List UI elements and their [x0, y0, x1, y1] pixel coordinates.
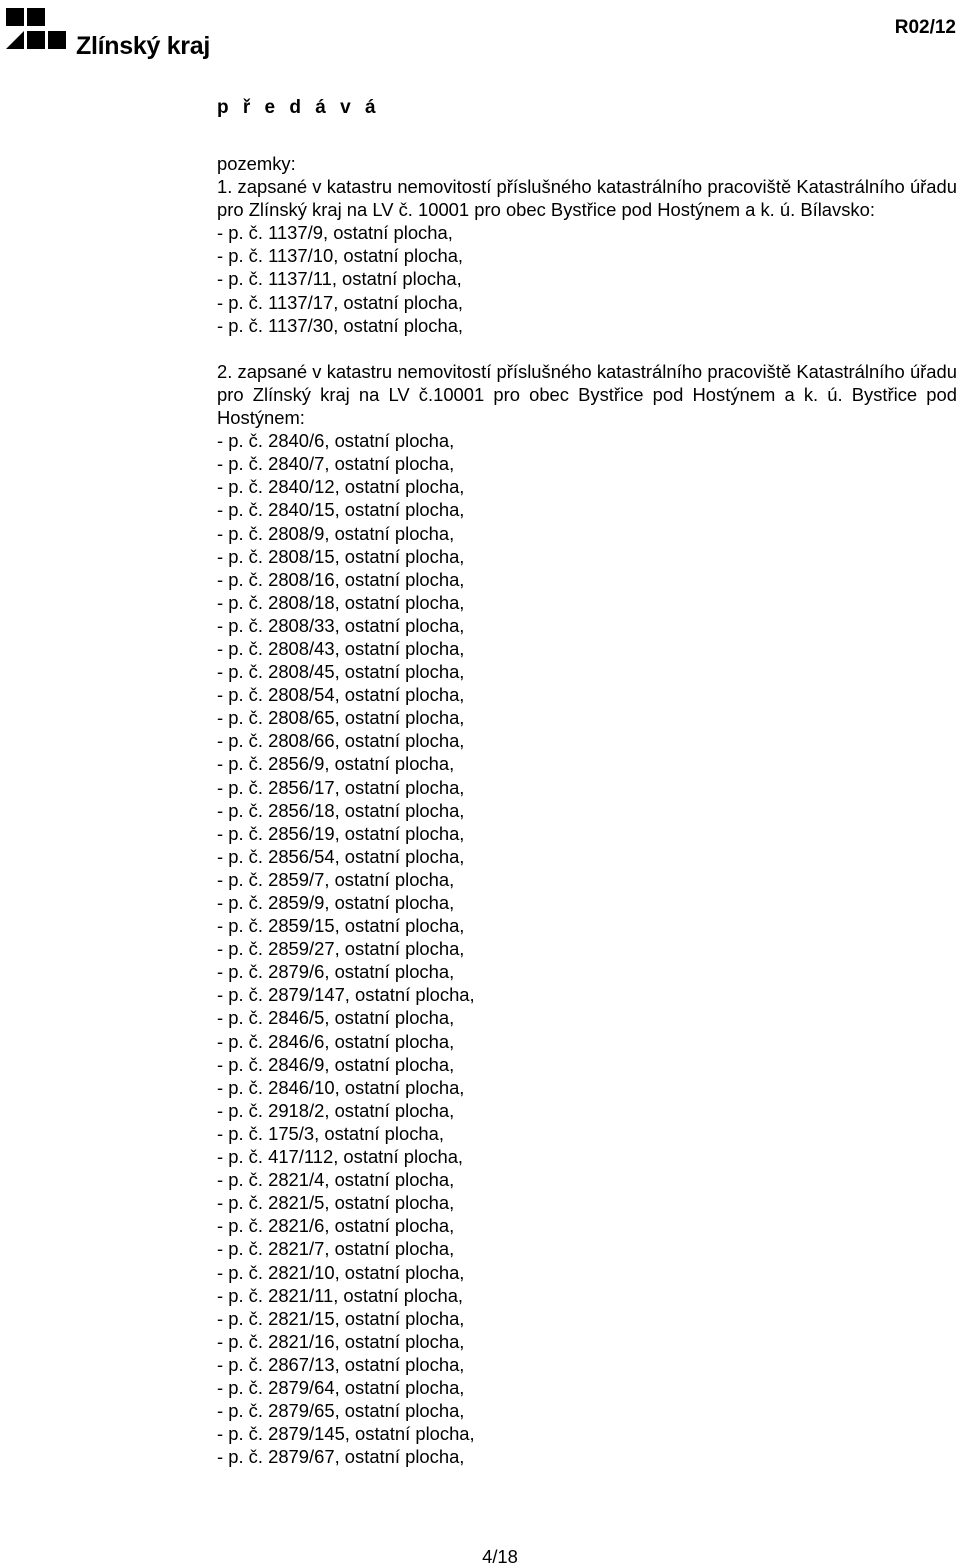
parcel-list-item: - p. č. 2856/17, ostatní plocha,	[217, 776, 465, 798]
parcel-list-item: - p. č. 2846/5, ostatní plocha,	[217, 1007, 455, 1029]
parcel-list-item: - p. č. 2846/9, ostatní plocha,	[217, 1053, 455, 1075]
parcel-list-item: - p. č. 2846/6, ostatní plocha,	[217, 1030, 455, 1052]
parcel-list-item: - p. č. 2821/16, ostatní plocha,	[217, 1330, 465, 1352]
parcel-list-item: - p. č. 2879/67, ostatní plocha,	[217, 1446, 465, 1468]
parcel-list-item: - p. č. 1137/11, ostatní plocha,	[217, 268, 462, 290]
parcel-list-item: - p. č. 2859/15, ostatní plocha,	[217, 915, 465, 937]
parcel-list-item: - p. č. 2821/10, ostatní plocha,	[217, 1261, 465, 1283]
logo-squares-icon	[6, 8, 66, 52]
parcel-list-item: - p. č. 175/3, ostatní plocha,	[217, 1122, 444, 1144]
parcel-list-item: - p. č. 2821/11, ostatní plocha,	[217, 1284, 464, 1306]
section-1-parcel-list	[217, 221, 957, 336]
parcel-list-item: - p. č. 2840/12, ostatní plocha,	[217, 476, 465, 498]
parcel-list-item: - p. č. 2808/9, ostatní plocha,	[217, 522, 455, 544]
parcel-list-item: - p. č. 2821/7, ostatní plocha,	[217, 1238, 455, 1260]
parcel-list-item: - p. č. 2808/65, ostatní plocha,	[217, 707, 465, 729]
intro-label: pozemky:	[217, 153, 296, 174]
section-2-text: 2. zapsané v katastru nemovitostí příslušného katastrálního pracoviště Katastrálního úřadu pro Zlínský kraj na LV č.10001 pro obec Bystřice pod Hostýnem a k. ú. Bystřice pod Hostýnem:	[217, 360, 957, 429]
section-1-text: 1. zapsané v katastru nemovitostí příslušného katastrálního pracoviště Katastrálního úřadu pro Zlínský kraj na LV č. 10001 pro obec Bystřice pod Hostýnem a k. ú. Bílavsko:	[217, 176, 957, 221]
parcel-list-item: - p. č. 2821/15, ostatní plocha,	[217, 1307, 465, 1329]
parcel-list-item: - p. č. 2867/13, ostatní plocha,	[217, 1353, 465, 1375]
section-heading: p ř e d á v á	[217, 97, 381, 118]
parcel-list-item: - p. č. 2859/9, ostatní plocha,	[217, 892, 455, 913]
parcel-list-item: - p. č. 2879/6, ostatní plocha,	[217, 961, 455, 983]
parcel-list-item: - p. č. 2808/16, ostatní plocha,	[217, 568, 465, 590]
parcel-list-item: - p. č. 2846/10, ostatní plocha,	[217, 1076, 465, 1098]
page-number: 4/18	[482, 1546, 518, 1567]
parcel-list-item: - p. č. 2856/18, ostatní plocha,	[217, 799, 465, 821]
parcel-list-item: - p. č. 2808/43, ostatní plocha,	[217, 637, 465, 659]
section-2	[217, 360, 957, 1469]
parcel-list-item: - p. č. 2840/7, ostatní plocha,	[217, 453, 455, 475]
section-2-parcel-list	[217, 429, 957, 1468]
parcel-list-item: - p. č. 2856/54, ostatní plocha,	[217, 845, 465, 867]
parcel-list-item: - p. č. 2879/65, ostatní plocha,	[217, 1400, 465, 1422]
parcel-list-item: - p. č. 2859/7, ostatní plocha,	[217, 868, 455, 890]
parcel-list-item: - p. č. 2808/15, ostatní plocha,	[217, 545, 465, 567]
parcel-list-item: - p. č. 1137/10, ostatní plocha,	[217, 245, 464, 267]
parcel-list-item: - p. č. 2821/4, ostatní plocha,	[217, 1169, 455, 1191]
document-body	[217, 152, 957, 1468]
document-code: R02/12	[894, 17, 956, 38]
parcel-list-item: - p. č. 2808/18, ostatní plocha,	[217, 591, 465, 613]
parcel-list-item: - p. č. 2856/19, ostatní plocha,	[217, 822, 465, 844]
parcel-list-item: - p. č. 2879/145, ostatní plocha,	[217, 1423, 475, 1445]
parcel-list-item: - p. č. 2856/9, ostatní plocha,	[217, 753, 455, 775]
parcel-list-item: - p. č. 1137/17, ostatní plocha,	[217, 291, 464, 313]
parcel-list-item: - p. č. 2808/66, ostatní plocha,	[217, 730, 465, 752]
spacer	[217, 337, 957, 360]
parcel-list-item: - p. č. 2821/5, ostatní plocha,	[217, 1192, 455, 1214]
parcel-list-item: - p. č. 2879/147, ostatní plocha,	[217, 984, 475, 1006]
logo-text: Zlínský kraj	[76, 32, 210, 60]
parcel-list-item: - p. č. 2840/6, ostatní plocha,	[217, 430, 455, 452]
section-1	[217, 175, 957, 337]
parcel-list-item: - p. č. 2808/45, ostatní plocha,	[217, 661, 465, 683]
parcel-list-item: - p. č. 2879/64, ostatní plocha,	[217, 1376, 465, 1398]
parcel-list-item: - p. č. 1137/9, ostatní plocha,	[217, 222, 453, 244]
parcel-list-item: - p. č. 2918/2, ostatní plocha,	[217, 1099, 455, 1121]
parcel-list-item: - p. č. 2808/33, ostatní plocha,	[217, 614, 465, 636]
parcel-list-item: - p. č. 2808/54, ostatní plocha,	[217, 684, 465, 706]
parcel-list-item: - p. č. 1137/30, ostatní plocha,	[217, 314, 464, 336]
parcel-list-item: - p. č. 2859/27, ostatní plocha,	[217, 938, 465, 960]
parcel-list-item: - p. č. 2821/6, ostatní plocha,	[217, 1215, 455, 1237]
parcel-list-item: - p. č. 417/112, ostatní plocha,	[217, 1146, 464, 1168]
parcel-list-item: - p. č. 2840/15, ostatní plocha,	[217, 499, 465, 521]
zlinsky-kraj-logo	[6, 8, 210, 60]
